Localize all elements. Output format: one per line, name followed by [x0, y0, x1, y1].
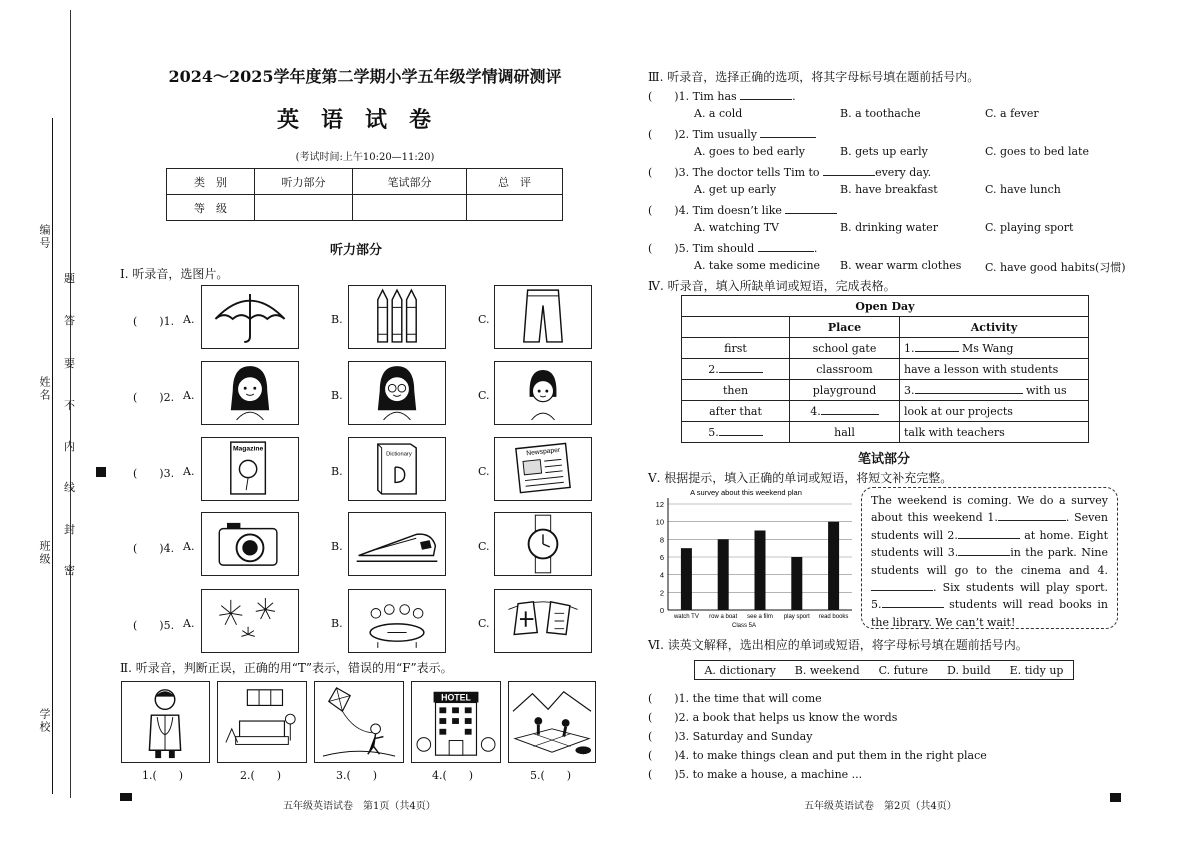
- passage-blank-4[interactable]: [871, 590, 933, 591]
- grade-header-written: 笔试部分: [353, 169, 467, 195]
- survey-bar-chart: [648, 484, 856, 630]
- choice-c[interactable]: C. have lunch: [985, 183, 1061, 196]
- choice-b[interactable]: B. a toothache: [840, 107, 921, 120]
- girl-short-hair-icon[interactable]: [494, 361, 592, 425]
- open-day-header-activity: Activity: [900, 317, 1089, 338]
- family-dinner-icon[interactable]: [348, 589, 446, 653]
- section4-heading: Ⅳ. 听录音，填入所缺单词或短语，完成表格。: [648, 279, 896, 293]
- word-option: A. dictionary: [704, 663, 776, 677]
- open-day-place: school gate: [790, 338, 900, 359]
- listen-question-1[interactable]: [648, 88, 796, 104]
- word-option: E. tidy up: [1009, 663, 1064, 677]
- option-label: A.: [183, 465, 195, 478]
- bar-see-a-film: [755, 531, 766, 611]
- bar-read-books: [828, 522, 839, 610]
- listen-question-5[interactable]: [648, 240, 817, 256]
- open-day-header-place: Place: [790, 317, 900, 338]
- question-blank[interactable]: [740, 99, 792, 100]
- choice-a[interactable]: A. a cold: [694, 107, 743, 120]
- blank-label: 4.: [810, 404, 821, 418]
- registration-mark: [96, 467, 106, 477]
- margin-line-left: [52, 118, 53, 794]
- watch-icon[interactable]: [494, 512, 592, 576]
- option-label: C.: [478, 389, 490, 402]
- exam-time: (考试时间:上午10:20—11:20): [295, 152, 435, 163]
- x-axis-label: Class 5A: [731, 623, 757, 629]
- listening-heading: 听力部分: [330, 243, 383, 258]
- living-room-icon: [217, 681, 307, 763]
- picnic-icon: [508, 681, 596, 763]
- y-tick-label: 8: [659, 535, 664, 545]
- open-day-activity: look at our projects: [900, 401, 1089, 422]
- seal-char: 题: [64, 272, 75, 285]
- lanterns-icon[interactable]: [494, 589, 592, 653]
- answer-blank-2[interactable]: [719, 372, 763, 373]
- passage-text: . Seven students will 2.: [871, 511, 1108, 542]
- question-stem: ( )5. Tim should: [648, 242, 755, 255]
- train-icon[interactable]: [348, 512, 446, 576]
- margin-label-name: 姓名: [38, 376, 51, 402]
- y-tick-label: 12: [655, 500, 664, 509]
- open-day-activity: [900, 338, 1089, 359]
- word-option: C. future: [878, 663, 929, 677]
- choice-c[interactable]: C. have good habits(习惯): [985, 261, 1126, 274]
- newspaper-text: Newspaper: [525, 446, 561, 458]
- question-stem: ( )2. Tim usually: [648, 128, 757, 141]
- blank-label: 3.: [904, 383, 915, 397]
- grade-header-category: 类 别: [167, 169, 255, 195]
- footer-page-1: 五年级英语试卷 第1页（共4页）: [283, 801, 436, 812]
- girl-glasses-icon[interactable]: [348, 361, 446, 425]
- definition-item-5[interactable]: ( )5. to make a house, a machine ...: [648, 768, 863, 781]
- question-stem: ( )1. Tim has: [648, 90, 737, 103]
- seal-char: 要: [64, 357, 75, 370]
- open-day-order: first: [682, 338, 790, 359]
- choose-question-4[interactable]: ( )4.: [133, 542, 175, 555]
- choice-c[interactable]: C. a fever: [985, 107, 1039, 120]
- judge-item-3[interactable]: 3.( ): [336, 769, 378, 782]
- magazine-icon[interactable]: [201, 437, 299, 501]
- exam-subtitle: 英语试卷: [276, 107, 453, 133]
- section2-heading: Ⅱ. 听录音，判断正误，正确的用“T”表示，错误的用“F”表示。: [120, 661, 453, 675]
- open-day-place: playground: [790, 380, 900, 401]
- judge-item-4[interactable]: 4.( ): [432, 769, 474, 782]
- choice-a[interactable]: A. get up early: [694, 183, 777, 196]
- judge-item-2[interactable]: 2.( ): [240, 769, 282, 782]
- choice-a[interactable]: A. goes to bed early: [694, 145, 805, 158]
- answer-blank-4[interactable]: [821, 414, 879, 415]
- seal-char: 密: [64, 564, 75, 577]
- definition-item-3[interactable]: ( )3. Saturday and Sunday: [648, 730, 813, 743]
- open-day-header-order: [682, 317, 790, 338]
- option-label: C.: [478, 540, 490, 553]
- answer-blank-5[interactable]: [719, 435, 763, 436]
- bar-watch-TV: [681, 548, 692, 610]
- chart-title: A survey about this weekend plan: [690, 488, 802, 497]
- passage-blank-5[interactable]: [882, 607, 944, 608]
- seal-char: 不: [64, 399, 75, 412]
- passage-blank-3[interactable]: [958, 555, 1010, 556]
- umbrella-icon[interactable]: [201, 285, 299, 349]
- doctor-icon: [121, 681, 210, 763]
- girl-long-hair-icon[interactable]: [201, 361, 299, 425]
- answer-blank-1[interactable]: [915, 351, 959, 352]
- blank-label: 1.: [904, 341, 915, 355]
- option-label: A.: [183, 389, 195, 402]
- question-blank[interactable]: [760, 137, 816, 138]
- written-heading: 笔试部分: [858, 452, 911, 467]
- camera-icon[interactable]: [201, 512, 299, 576]
- definition-item-4[interactable]: ( )4. to make things clean and put them in the right place: [648, 749, 987, 762]
- open-day-activity: [900, 380, 1089, 401]
- open-day-order: [682, 422, 790, 443]
- hotel-sign-text: HOTEL: [441, 692, 471, 703]
- option-label: B.: [331, 389, 343, 402]
- open-day-table: [681, 295, 1089, 443]
- grade-row-label: 等 级: [167, 195, 255, 221]
- passage-text: in the park. Nine students will go to the cinema and 4.: [871, 546, 1108, 577]
- grade-cell-listening[interactable]: [255, 195, 353, 221]
- grade-cell-total[interactable]: [467, 195, 563, 221]
- question-tail: every day.: [875, 166, 932, 179]
- question-tail: .: [792, 90, 796, 103]
- question-stem: ( )3. The doctor tells Tim to: [648, 166, 820, 179]
- option-label: B.: [331, 617, 343, 630]
- judge-item-5[interactable]: 5.( ): [530, 769, 572, 782]
- section3-heading: Ⅲ. 听录音，选择正确的选项，将其字母标号填在题前括号内。: [648, 70, 980, 84]
- y-tick-label: 2: [659, 588, 664, 598]
- choice-b[interactable]: B. drinking water: [840, 221, 938, 234]
- choice-a[interactable]: A. watching TV: [694, 221, 779, 234]
- choose-question-5[interactable]: ( )5.: [133, 619, 175, 632]
- seal-char: 线: [64, 481, 75, 494]
- seal-char: 封: [64, 523, 75, 536]
- word-option: B. weekend: [794, 663, 860, 677]
- choose-question-1[interactable]: ( )1.: [133, 315, 175, 328]
- registration-mark: [120, 793, 132, 801]
- choose-question-3[interactable]: ( )3.: [133, 467, 175, 480]
- survey-passage: [861, 487, 1118, 629]
- bar-row-a-boat: [718, 539, 729, 610]
- newspaper-icon[interactable]: [494, 437, 592, 501]
- option-label: A.: [183, 540, 195, 553]
- open-day-place: classroom: [790, 359, 900, 380]
- choice-c[interactable]: C. playing sport: [985, 221, 1074, 234]
- x-tick-label: row a boat: [709, 614, 738, 620]
- question-blank[interactable]: [758, 251, 814, 252]
- option-label: A.: [183, 617, 195, 630]
- choice-b[interactable]: B. have breakfast: [840, 183, 938, 196]
- margin-label-school: 学校: [38, 708, 51, 734]
- question-stem: ( )4. Tim doesn’t like: [648, 204, 782, 217]
- judge-item-1[interactable]: 1.( ): [142, 769, 184, 782]
- choice-b[interactable]: B. wear warm clothes: [840, 259, 962, 272]
- choice-b[interactable]: B. gets up early: [840, 145, 928, 158]
- option-label: C.: [478, 465, 490, 478]
- section6-heading: Ⅵ. 读英文解释，选出相应的单词或短语，将字母标号填在题前括号内。: [648, 638, 1028, 652]
- choice-c[interactable]: C. goes to bed late: [985, 145, 1089, 158]
- option-label: C.: [478, 313, 490, 326]
- grade-header-listening: 听力部分: [255, 169, 353, 195]
- x-tick-label: play sport: [783, 614, 810, 620]
- passage-text: The weekend is coming. We do a survey about this weekend 1.: [871, 494, 1108, 525]
- section1-heading: Ⅰ. 听录音，选图片。: [120, 267, 229, 281]
- fireworks-icon[interactable]: [201, 589, 299, 653]
- seal-char: 答: [64, 314, 75, 327]
- margin-label-number: 编号: [38, 224, 51, 250]
- listen-question-3[interactable]: [648, 164, 931, 180]
- section5-heading: Ⅴ. 根据提示，填入正确的单词或短语，将短文补充完整。: [648, 471, 953, 485]
- y-tick-label: 4: [659, 570, 664, 580]
- question-tail: .: [813, 242, 818, 255]
- open-day-place: hall: [790, 422, 900, 443]
- question-blank[interactable]: [823, 175, 875, 176]
- open-day-order: then: [682, 380, 790, 401]
- open-day-order: [682, 359, 790, 380]
- dictionary-text: Dictionary: [386, 451, 412, 458]
- option-label: B.: [331, 465, 343, 478]
- x-tick-label: watch TV: [673, 614, 699, 620]
- passage-text: students will read books in the library. We can’t wait!: [871, 598, 1108, 629]
- option-label: A.: [183, 313, 195, 326]
- choice-a[interactable]: A. take some medicine: [694, 259, 821, 272]
- word-bank: [694, 660, 1074, 680]
- question-blank[interactable]: [785, 213, 837, 214]
- option-label: B.: [331, 313, 343, 326]
- passage-blank-1[interactable]: [998, 520, 1066, 521]
- choose-question-2[interactable]: ( )2.: [133, 391, 175, 404]
- activity-text: with us: [1026, 383, 1067, 397]
- registration-mark: [1110, 793, 1121, 802]
- dictionary-icon[interactable]: [348, 437, 446, 501]
- x-tick-label: see a film: [747, 614, 773, 620]
- seal-char: 内: [64, 440, 75, 453]
- margin-label-class: 班级: [38, 540, 51, 566]
- activity-text: Ms Wang: [962, 341, 1014, 355]
- kite-boy-icon: [314, 681, 404, 763]
- listen-question-4[interactable]: [648, 202, 837, 218]
- jeans-icon[interactable]: [494, 285, 592, 349]
- open-day-activity: have a lesson with students: [900, 359, 1089, 380]
- y-tick-label: 0: [659, 606, 664, 615]
- magazine-text: Magazine: [232, 445, 264, 453]
- listen-question-2[interactable]: [648, 126, 816, 142]
- grade-header-total: 总 评: [467, 169, 563, 195]
- passage-text: . Six students will play sport. 5.: [871, 581, 1108, 612]
- bar-play-sport: [791, 557, 802, 610]
- option-label: C.: [478, 617, 490, 630]
- open-day-activity: talk with teachers: [900, 422, 1089, 443]
- y-tick-label: 10: [655, 517, 664, 527]
- x-tick-label: read books: [818, 614, 849, 620]
- option-label: B.: [331, 540, 343, 553]
- exam-title: 2024～2025学年度第二学期小学五年级学情调研测评: [168, 67, 562, 86]
- footer-page-2: 五年级英语试卷 第2页（共4页）: [804, 801, 957, 812]
- crayons-icon[interactable]: [348, 285, 446, 349]
- blank-label: 2.: [708, 362, 719, 376]
- definition-item-1[interactable]: ( )1. the time that will come: [648, 692, 822, 705]
- grade-table: [166, 168, 563, 221]
- y-tick-label: 6: [659, 553, 664, 562]
- answer-blank-3[interactable]: [915, 393, 1023, 394]
- hotel-icon: [411, 681, 501, 763]
- passage-blank-2[interactable]: [958, 538, 1020, 539]
- passage-text: at home. Eight students will 3.: [871, 528, 1109, 560]
- open-day-order: after that: [682, 401, 790, 422]
- open-day-title: Open Day: [682, 296, 1089, 317]
- grade-cell-written[interactable]: [353, 195, 467, 221]
- blank-label: 5.: [708, 425, 719, 439]
- open-day-place: [790, 401, 900, 422]
- definition-item-2[interactable]: ( )2. a book that helps us know the words: [648, 711, 898, 724]
- word-option: D. build: [947, 663, 991, 677]
